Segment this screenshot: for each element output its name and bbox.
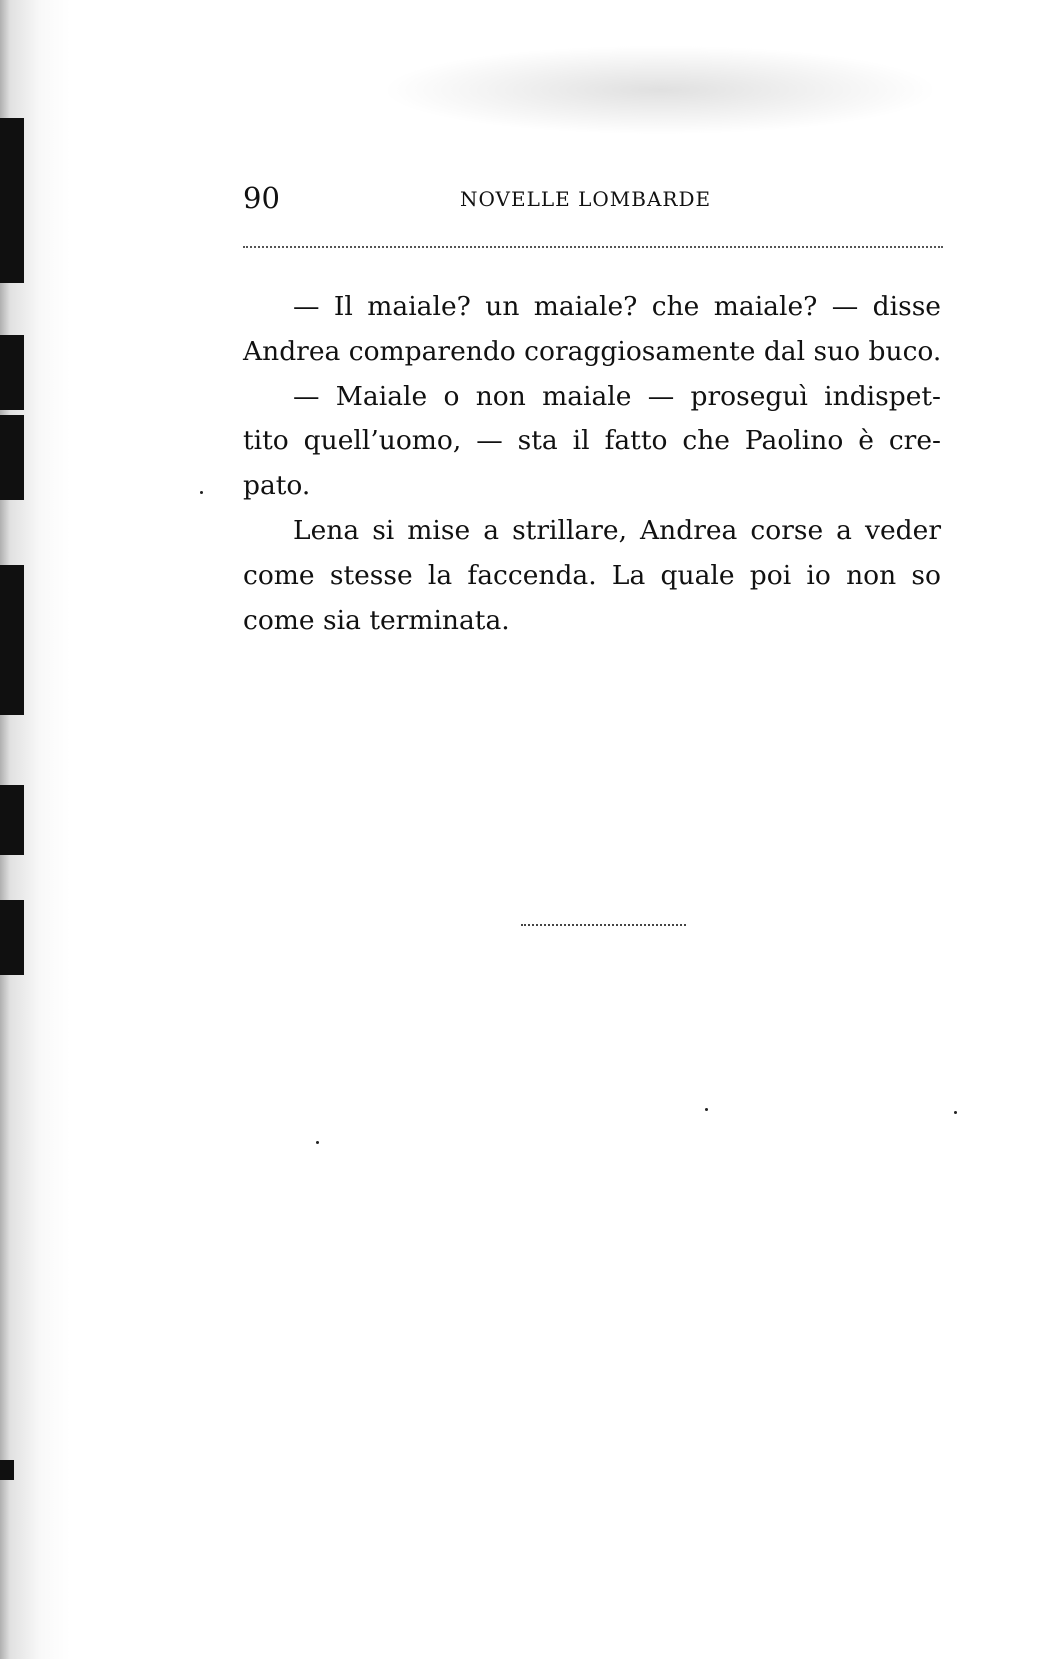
ink-speck	[954, 1111, 957, 1114]
ink-smudge	[380, 45, 940, 135]
text-line: — Il maiale? un maiale? che maiale? — disse	[293, 291, 941, 322]
text-line: Lena si mise a strillare, Andrea corse a veder	[293, 514, 941, 546]
header-dotted-rule	[243, 246, 943, 248]
paragraph	[243, 285, 941, 375]
text-line: tito quell’uomo, — sta il fatto che Paolino è cre-	[243, 425, 941, 457]
scan-edge-mark	[0, 415, 24, 500]
running-title: NOVELLE LOMBARDE	[460, 187, 712, 211]
text-line: come sia terminata.	[243, 604, 510, 636]
text-line: pato.	[243, 470, 311, 502]
body-text	[243, 285, 941, 643]
scan-edge-mark	[0, 335, 24, 410]
end-dotted-rule	[521, 924, 686, 926]
ink-speck	[200, 491, 203, 494]
paragraph	[243, 509, 941, 643]
text-line: come stesse la faccenda. La quale poi io non so	[243, 559, 941, 591]
page-number: 90	[243, 181, 280, 215]
text-line: — Maiale o non maiale — proseguì indispet-	[293, 380, 941, 412]
ink-speck	[705, 1108, 708, 1111]
scan-edge-mark	[0, 118, 24, 283]
page-header	[243, 181, 943, 215]
paragraph	[243, 375, 941, 509]
scan-edge-mark	[0, 1460, 14, 1480]
scan-edge-mark	[0, 785, 24, 855]
text-line: Andrea comparendo coraggiosamente dal suo buco.	[243, 335, 942, 367]
scan-edge-mark	[0, 565, 24, 715]
ink-speck	[316, 1141, 319, 1144]
scan-edge-mark	[0, 900, 24, 975]
